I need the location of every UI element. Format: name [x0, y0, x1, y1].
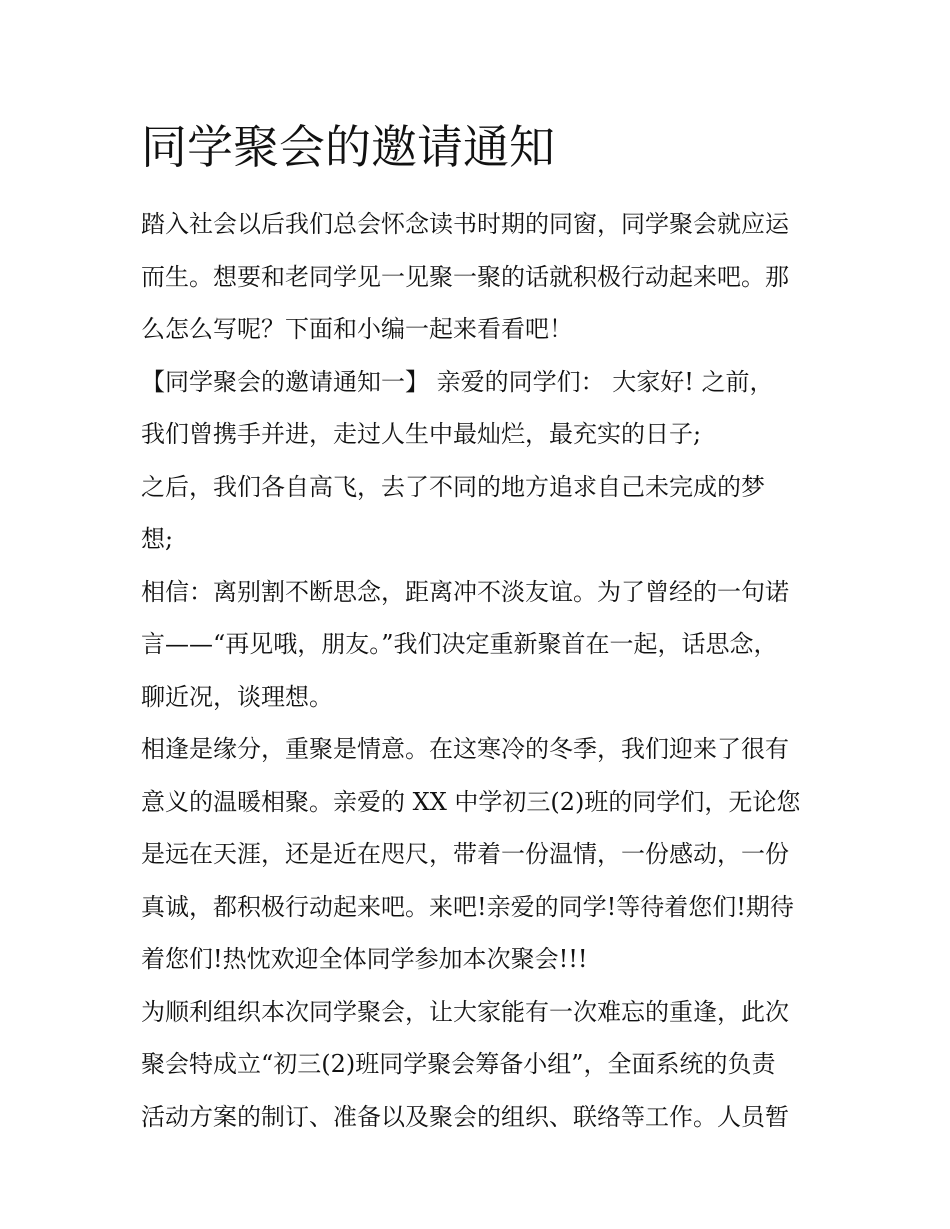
document-title: 同学聚会的邀请通知 — [141, 120, 555, 174]
text-line: 【同学聚会的邀请通知一】 亲爱的同学们： 大家好! 之前， — [141, 367, 774, 396]
text-line: 为顺利组织本次同学聚会，让大家能有一次难忘的重逢，此次 — [141, 997, 789, 1026]
text-line: 真诚，都积极行动起来吧。来吧!亲爱的同学!等待着您们!期待 — [141, 892, 794, 921]
text-line: 之后，我们各自高飞，去了不同的地方追求自己未完成的梦 — [141, 472, 765, 501]
document-body — [141, 198, 821, 1143]
text-line: 我们曾携手并进，走过人生中最灿烂，最充实的日子; — [141, 420, 702, 448]
text-line: 而生。想要和老同学见一见聚一聚的话就积极行动起来吧。那 — [141, 262, 789, 291]
text-line: 聚会特成立“初三(2)班同学聚会筹备小组”，全面系统的负责 — [141, 1050, 776, 1078]
text-line: 是远在天涯，还是近在咫尺，带着一份温情，一份感动，一份 — [141, 840, 789, 868]
text-line: 踏入社会以后我们总会怀念读书时期的同窗，同学聚会就应运 — [141, 210, 789, 238]
text-line: 想; — [141, 525, 174, 553]
text-line: 么怎么写呢？下面和小编一起来看看吧！ — [141, 315, 573, 343]
text-line: 活动方案的制订、准备以及聚会的组织、联络等工作。人员暂 — [141, 1102, 789, 1131]
text-line: 相逢是缘分，重聚是情意。在这寒冷的冬季，我们迎来了很有 — [141, 735, 789, 763]
text-line: 着您们!热忱欢迎全体同学参加本次聚会!!! — [141, 945, 588, 973]
text-line: 言——“再见哦，朋友。”我们决定重新聚首在一起，话思念， — [141, 630, 778, 658]
text-line: 相信：离别割不断思念，距离冲不淡友谊。为了曾经的一句诺 — [141, 577, 789, 606]
text-line: 聊近况，谈理想。 — [141, 682, 333, 711]
text-line: 意义的温暖相聚。亲爱的 XX 中学初三(2)班的同学们，无论您 — [141, 787, 801, 816]
